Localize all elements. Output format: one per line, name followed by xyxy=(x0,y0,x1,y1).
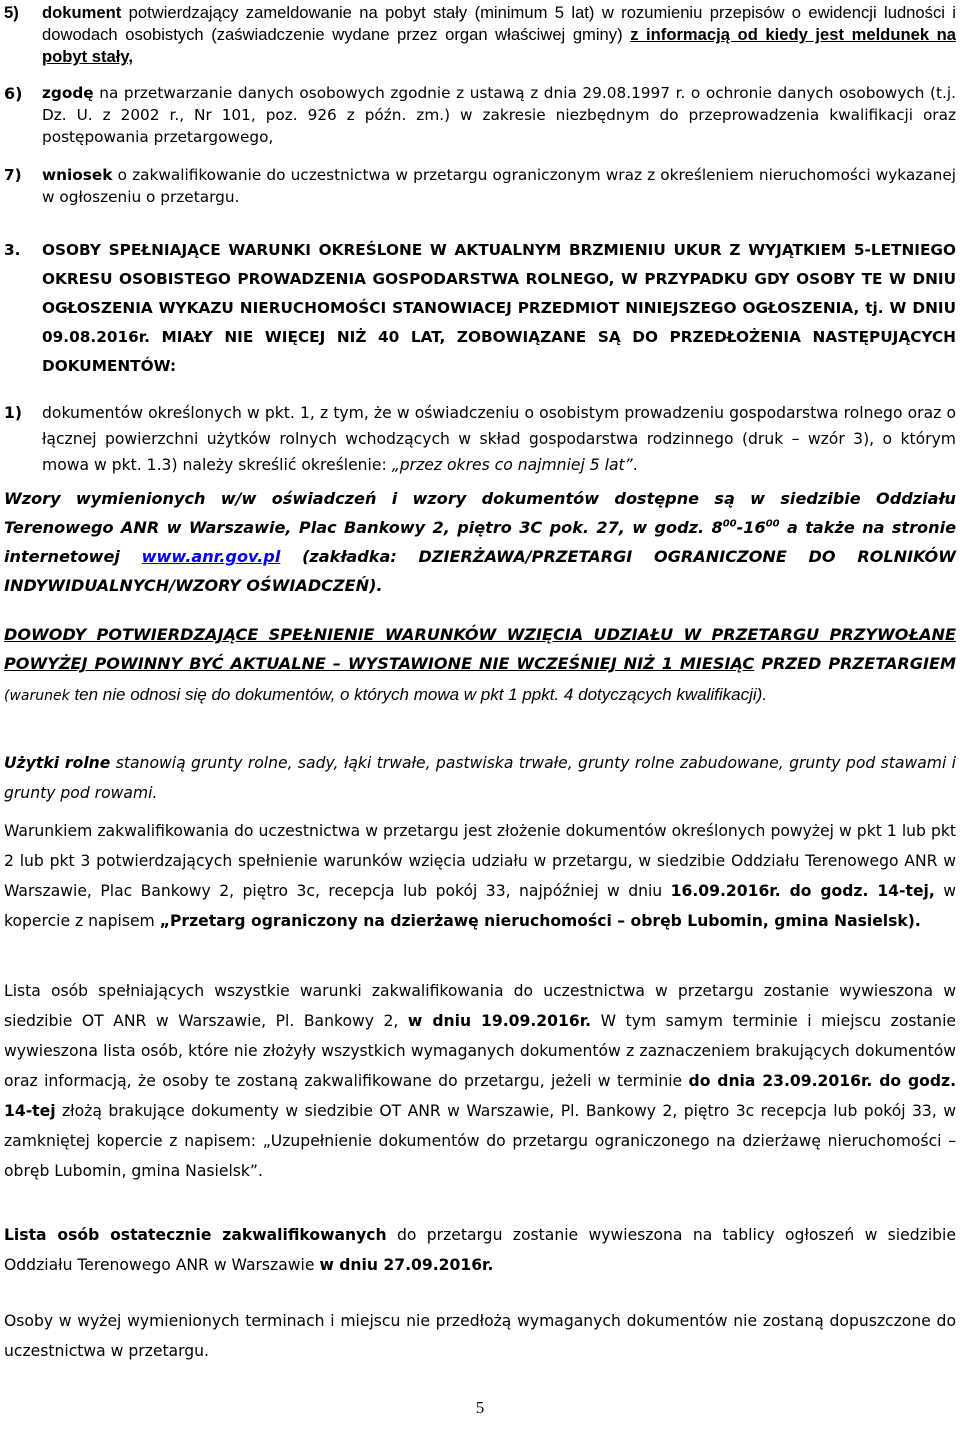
dowody-italic: ten nie odnosi się do dokumentów, o których mowa w pkt 1 ppkt. 4 dotyczących kwalifikacji). xyxy=(69,685,768,704)
item-7-number: 7) xyxy=(4,166,22,184)
subitem-1-end: . xyxy=(632,456,638,474)
item-6 xyxy=(4,82,956,148)
uzytki-bold: Użytki rolne xyxy=(4,754,111,772)
item-7-bold: wniosek xyxy=(42,166,113,184)
section-3-number: 3. xyxy=(4,241,21,259)
item-5-underline: z informacją od kiedy jest meldunek na pobyt stały, xyxy=(42,25,956,66)
warunkiem-envelope-label: „Przetarg ograniczony na dzierżawę nieruchomości – obręb Lubomin, gmina Nasielsk). xyxy=(159,912,921,930)
item-6-bold: zgodę xyxy=(42,84,94,102)
subitem-1 xyxy=(4,400,956,478)
warunkiem-deadline: 16.09.2016r. do godz. 14-tej, xyxy=(670,882,935,900)
section-3 xyxy=(4,236,956,381)
osoby-paragraph xyxy=(4,1306,956,1366)
item-6-text: na przetwarzanie danych osobowych zgodnie z ustawą z dnia 29.08.1997 r. o ochronie danych osobowych (t.j. Dz. U. z 2002 r., Nr 101, poz. 926 z późn. zm.) w zakresie niezbędnym do przeprowadzenia kwalifikacji oraz postępowania przetargowego, xyxy=(42,84,956,146)
section-3-text: OSOBY SPEŁNIAJĄCE WARUNKI OKREŚLONE W AKTUALNYM BRZMIENIU UKUR Z WYJĄTKIEM 5-LETNIEGO OKRESU OSOBISTEGO PROWADZENIA GOSPODARSTWA ROLNEGO, W PRZYPADKU GDY OSOBY TE W DNIU OGŁOSZENIA WYKAZU NIERUCHOMOŚCI STANOWIACEJ PRZEDMIOT NINIEJSZEGO OGŁOSZENIA, tj. W DNIU xyxy=(42,241,956,317)
item-5-number: 5) xyxy=(4,3,19,22)
uzytki-italic: stanowią grunty rolne, sady, łąki trwałe, pastwiska trwałe, grunty rolne zabudowane, grunty pod stawami i grunty pod rowami. xyxy=(4,754,957,802)
anr-website-link[interactable]: www.anr.gov.pl xyxy=(141,547,281,566)
ostateczna-date: w dniu 27.09.2016r. xyxy=(319,1256,494,1274)
wzory-text-2: a także na stronie internetowej xyxy=(4,518,956,566)
lista-text-3: złożą brakujące dokumenty w siedzibie OT ANR w Warszawie, Pl. Bankowy 2, piętro 3c recepcja lub pokój 33, w zamkniętej kopercie z napisem: „Uzupełnienie dokumentów do przetargu ograniczonego na dzierżawę nieruchomości – obręb Lubomin, gmina Nasielsk”. xyxy=(4,1102,956,1180)
warunkiem-text-2: w kopercie z napisem xyxy=(4,882,956,930)
subitem-1-number: 1) xyxy=(4,404,22,422)
wzory-dash: -16 xyxy=(736,518,766,537)
section-3-date: 09.08.2016r. xyxy=(42,328,150,346)
warunkiem-paragraph xyxy=(4,816,956,936)
item-7-text: o zakwalifikowanie do uczestnictwa w przetargu ograniczonym wraz z określeniem nieruchomości wykazanej w ogłoszeniu o przetargu. xyxy=(42,166,956,206)
item-7 xyxy=(4,164,956,208)
item-6-number: 6) xyxy=(4,84,23,103)
wzory-hour-end-sup: 00 xyxy=(765,518,780,530)
item-5 xyxy=(4,2,956,68)
dowody-paragraph xyxy=(4,620,956,711)
lista-date-1: w dniu 19.09.2016r. xyxy=(407,1012,592,1030)
lista-paragraph xyxy=(4,976,956,1186)
subitem-1-italic: „przez okres co najmniej 5 lat” xyxy=(391,456,633,474)
ostateczna-paragraph xyxy=(4,1220,956,1280)
lista-text: Lista osób spełniających wszystkie warunki zakwalifikowania do uczestnictwa w przetargu zostanie wywieszona w siedzibie OT ANR w Warszawie, Pl. Bankowy 2, xyxy=(4,982,956,1030)
osoby-text: Osoby w wyżej wymienionych terminach i miejscu nie przedłożą wymaganych dokumentów nie zostaną dopuszczone do uczestnictwa w przetargu. xyxy=(4,1312,956,1360)
dowody-bold-tail: PRZED PRZETARGIEM xyxy=(754,654,956,673)
lista-text-2: W tym samym terminie i miejscu zostanie wywieszona lista osób, które nie złożyły wszystkich wymaganych dokumentów z zaznaczeniem brakujących dokumentów oraz informacją, że osoby te zostaną zakwalifikowane do przetargu, jeżeli w terminie xyxy=(4,1012,956,1090)
item-5-text: potwierdzający zameldowanie na pobyt stały (minimum 5 lat) w rozumieniu przepisów o ewidencji ludności i dowodach osobistych (zaświadczenie wydane przez organ właściwej gminy) xyxy=(42,3,956,44)
uzytki-paragraph xyxy=(4,748,956,808)
wzory-text: Wzory wymienionych w/w oświadczeń i wzory dokumentów dostępne są w siedzibie Oddziału Terenowego ANR w Warszawie, Plac Bankowy 2, piętro 3C pok. 27, w godz. 8 xyxy=(4,489,956,537)
wzory-text-3: (zakładka: DZIERŻAWA/PRZETARGI OGRANICZONE DO ROLNIKÓW INDYWIDUALNYCH/WZORY OŚWIADCZEŃ). xyxy=(4,547,956,595)
section-3-text-2: MIAŁY NIE WIĘCEJ NIŻ 40 LAT, ZOBOWIĄZANE SĄ DO PRZEDŁOŻENIA NASTĘPUJĄCYCH DOKUMENTÓW: xyxy=(42,328,956,375)
warunkiem-text: Warunkiem zakwalifikowania do uczestnictwa w przetargu jest złożenie dokumentów określonych powyżej w pkt 1 lub pkt 2 lub pkt 3 potwierdzających spełnienie warunków wzięcia udziału w przetargu, w siedzibie Oddziału Terenowego ANR w Warszawie, Plac Bankowy 2, piętro 3c, recepcja lub pokój 33, najpóźniej w dniu xyxy=(4,822,956,900)
dowody-underline: DOWODY POTWIERDZAJĄCE SPEŁNIENIE WARUNKÓW WZIĘCIA UDZIAŁU W PRZETARGU PRZYWOŁANE POWYŻEJ POWINNY BYĆ AKTUALNE – WYSTAWIONE NIE WCZEŚNIEJ NIŻ 1 MIESIĄC xyxy=(4,625,956,673)
ostateczna-text: do przetargu zostanie wywieszona na tablicy ogłoszeń w siedzibie Oddziału Terenowego ANR w Warszawie xyxy=(4,1226,956,1274)
ostateczna-bold: Lista osób ostatecznie zakwalifikowanych xyxy=(4,1226,387,1244)
wzory-hour-start-sup: 00 xyxy=(722,518,737,530)
subitem-1-text: dokumentów określonych w pkt. 1, z tym, że w oświadczeniu o osobistym prowadzeniu gospodarstwa rolnego oraz o łącznej powierzchni użytków rolnych wchodzących w skład gospodarstwa rodzinnego (druk – wzór 3), o którym mowa w pkt. 1.3) należy skreślić określenie: xyxy=(42,404,956,474)
dowody-small: (warunek xyxy=(4,688,70,704)
page-number: 5 xyxy=(475,1398,485,1417)
item-5-bold: dokument xyxy=(42,3,122,22)
wzory-paragraph xyxy=(4,484,956,600)
lista-date-2: do dnia 23.09.2016r. do godz. 14-tej xyxy=(4,1072,956,1120)
